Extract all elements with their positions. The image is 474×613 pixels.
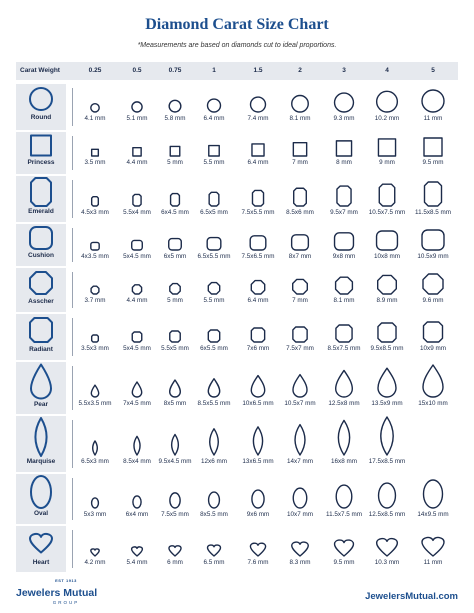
dimension-label: 10.5x9 mm [417, 253, 449, 260]
dimension-label: 4.4 mm [126, 159, 148, 166]
marquise-diamond-outline [278, 416, 322, 458]
pear-diamond-outline [192, 362, 236, 400]
princess-diamond-outline [278, 132, 322, 159]
logo-est: EST 1913 [55, 578, 77, 583]
emerald-diamond-outline [322, 176, 366, 209]
shape-row-pear [16, 362, 458, 414]
pear-diamond-outline [236, 362, 280, 400]
dimension-label: 8.5x6 mm [286, 209, 314, 216]
round-diamond-outline [73, 84, 117, 115]
heart-diamond-outline [278, 526, 322, 559]
marquise-diamond-outline [236, 416, 280, 458]
round-diamond-outline [278, 84, 322, 115]
marquise-diamond-outline [365, 416, 409, 458]
radiant-diamond-outline [365, 314, 409, 345]
princess-icon [16, 132, 66, 174]
shape-row-marquise [16, 416, 458, 472]
pear-diamond-outline [411, 362, 455, 400]
round-diamond-outline [236, 84, 280, 115]
size-cell [365, 526, 409, 572]
princess-diamond-outline [411, 132, 455, 159]
shape-name: Round [30, 114, 52, 121]
shape-label-cell [16, 176, 66, 222]
size-cell [411, 362, 455, 414]
radiant-icon [16, 314, 66, 360]
size-cell [411, 84, 455, 130]
princess-diamond-outline [73, 132, 117, 159]
size-cell [192, 314, 236, 360]
dimension-label: 7x6 mm [246, 345, 270, 352]
dimension-label: 6x5.5 mm [200, 345, 228, 352]
emerald-diamond-outline [192, 176, 236, 209]
page-title: Diamond Carat Size Chart [145, 16, 329, 33]
dimension-label: 6.4 mm [247, 159, 269, 166]
dimension-label: 9x8 mm [332, 253, 356, 260]
pear-diamond-outline [73, 362, 117, 400]
dimension-label: 13.5x9 mm [371, 400, 403, 407]
shape-label-cell [16, 416, 66, 472]
dimension-label: 12x6 mm [201, 458, 227, 465]
size-cell [278, 132, 322, 174]
radiant-diamond-outline [236, 314, 280, 345]
round-icon [16, 84, 66, 130]
heart-diamond-outline [322, 526, 366, 559]
dimension-label: 9.5x7 mm [330, 209, 358, 216]
size-cell [192, 416, 236, 472]
dimension-label: 8.5x4 mm [123, 458, 151, 465]
dimension-label: 6.5 mm [203, 559, 225, 566]
size-cell [278, 176, 322, 222]
shape-label-cell [16, 362, 66, 414]
dimension-label: 7.5x6.5 mm [241, 253, 275, 260]
dimension-label: 8x5.5 mm [200, 511, 228, 518]
dimension-label: 6.5x5.5 mm [197, 253, 231, 260]
dimension-label: 5.5x4 mm [123, 209, 151, 216]
dimension-label: 8x7 mm [288, 253, 312, 260]
page-subtitle: *Measurements are based on diamonds cut to ideal proportions. [137, 42, 337, 49]
dimension-label: 10x6.5 mm [242, 400, 274, 407]
dimension-label: 5.5x5 mm [161, 345, 189, 352]
size-cell [365, 224, 409, 266]
dimension-label: 8.9 mm [376, 297, 398, 304]
asscher-diamond-outline [236, 268, 280, 297]
oval-diamond-outline [322, 474, 366, 511]
dimension-label: 6.4 mm [247, 297, 269, 304]
dimension-label: 6x4.5 mm [161, 209, 189, 216]
size-cell [236, 132, 280, 174]
size-cell [365, 176, 409, 222]
size-cell [411, 176, 455, 222]
shape-label-cell [16, 84, 66, 130]
shape-name: Emerald [28, 208, 54, 215]
size-cell [278, 362, 322, 414]
size-cell [192, 84, 236, 130]
carat-col-3: 1 [212, 67, 216, 74]
size-cell [278, 84, 322, 130]
carat-weight-label: Carat Weight [20, 67, 60, 74]
dimension-label: 5.8 mm [164, 115, 186, 122]
size-cell [73, 314, 117, 360]
dimension-label: 10.3 mm [374, 559, 400, 566]
emerald-diamond-outline [73, 176, 117, 209]
radiant-diamond-outline [192, 314, 236, 345]
dimension-label: 4.2 mm [84, 559, 106, 566]
dimension-label: 3.5 mm [84, 159, 106, 166]
dimension-label: 9x6 mm [246, 511, 270, 518]
size-cell [365, 416, 409, 472]
radiant-diamond-outline [153, 314, 197, 345]
cushion-diamond-outline [411, 224, 455, 253]
dimension-label: 17.5x8.5 mm [368, 458, 406, 465]
cushion-diamond-outline [192, 224, 236, 253]
shape-row-round [16, 84, 458, 130]
dimension-label: 11 mm [423, 559, 443, 566]
heart-diamond-outline [365, 526, 409, 559]
emerald-diamond-outline [365, 176, 409, 209]
dimension-label: 10x7 mm [287, 511, 313, 518]
heart-diamond-outline [153, 526, 197, 559]
size-cell [322, 314, 366, 360]
dimension-label: 14x7 mm [287, 458, 313, 465]
size-cell [236, 84, 280, 130]
dimension-label: 3.5x3 mm [81, 345, 109, 352]
dimension-label: 6x4 mm [125, 511, 149, 518]
emerald-diamond-outline [278, 176, 322, 209]
shape-row-emerald [16, 176, 458, 222]
size-cell [322, 474, 366, 524]
pear-diamond-outline [278, 362, 322, 400]
dimension-label: 4.5x3 mm [81, 209, 109, 216]
size-cell [278, 526, 322, 572]
size-cell [365, 474, 409, 524]
asscher-diamond-outline [365, 268, 409, 297]
dimension-label: 9.5 mm [333, 559, 355, 566]
dimension-label: 9.5 mm [422, 159, 444, 166]
size-cell [365, 132, 409, 174]
shape-name: Heart [32, 559, 50, 566]
size-cell [192, 176, 236, 222]
size-cell [278, 268, 322, 312]
size-cell [153, 84, 197, 130]
emerald-diamond-outline [153, 176, 197, 209]
size-cell [73, 84, 117, 130]
logo-group: GROUP [52, 600, 80, 605]
size-cell [73, 268, 117, 312]
marquise-diamond-outline [73, 416, 117, 458]
shape-name: Marquise [26, 458, 56, 465]
shape-label-cell [16, 474, 66, 524]
carat-col-0: 0.25 [88, 67, 102, 74]
heart-diamond-outline [192, 526, 236, 559]
dimension-label: 5 mm [167, 159, 183, 166]
shape-row-asscher [16, 268, 458, 312]
shape-label-cell [16, 224, 66, 266]
dimension-label: 7.5x5.5 mm [241, 209, 275, 216]
dimension-label: 5.5 mm [203, 159, 225, 166]
dimension-label: 9.5x4.5 mm [158, 458, 192, 465]
shape-label-cell [16, 132, 66, 174]
dimension-label: 5x3 mm [83, 511, 107, 518]
oval-diamond-outline [153, 474, 197, 511]
radiant-diamond-outline [73, 314, 117, 345]
dimension-label: 11.5x7.5 mm [326, 511, 362, 518]
dimension-label: 9 mm [379, 159, 395, 166]
dimension-label: 5x4.5 mm [123, 345, 151, 352]
dimension-label: 12.5x8.5 mm [368, 511, 406, 518]
size-cell [322, 224, 366, 266]
radiant-diamond-outline [411, 314, 455, 345]
cushion-icon [16, 224, 66, 266]
dimension-label: 7.5x7 mm [286, 345, 314, 352]
asscher-diamond-outline [73, 268, 117, 297]
dimension-label: 4.4 mm [126, 297, 148, 304]
size-cell [411, 314, 455, 360]
round-diamond-outline [192, 84, 236, 115]
dimension-label: 7.4 mm [247, 115, 269, 122]
carat-col-7: 4 [385, 67, 389, 74]
shape-name: Radiant [29, 346, 53, 353]
round-diamond-outline [322, 84, 366, 115]
size-cell [153, 132, 197, 174]
size-cell [411, 526, 455, 572]
emerald-diamond-outline [236, 176, 280, 209]
dimension-label: 7.5x5 mm [161, 511, 189, 518]
shape-label-cell [16, 268, 66, 312]
size-cell [192, 224, 236, 266]
dimension-label: 10.5x7 mm [284, 400, 316, 407]
size-cell [322, 526, 366, 572]
size-cell [322, 132, 366, 174]
size-cell [322, 84, 366, 130]
dimension-label: 8x5 mm [163, 400, 187, 407]
carat-col-8: 5 [431, 67, 435, 74]
dimension-label: 11.5x8.5 mm [415, 209, 451, 216]
oval-diamond-outline [365, 474, 409, 511]
dimension-label: 6.5x3 mm [81, 458, 109, 465]
dimension-label: 9.3 mm [333, 115, 355, 122]
size-cell [365, 314, 409, 360]
footer-url: JewelersMutual.com [365, 591, 458, 602]
dimension-label: 9.6 mm [422, 297, 444, 304]
dimension-label: 5.4 mm [126, 559, 148, 566]
cushion-diamond-outline [236, 224, 280, 253]
shape-row-cushion [16, 224, 458, 266]
dimension-label: 7.6 mm [247, 559, 269, 566]
marquise-diamond-outline [192, 416, 236, 458]
shape-name: Oval [33, 510, 49, 517]
pear-diamond-outline [322, 362, 366, 400]
dimension-label: 6.5x5 mm [200, 209, 228, 216]
shape-row-princess [16, 132, 458, 174]
carat-header-row [16, 62, 458, 80]
size-cell [73, 132, 117, 174]
dimension-label: 9.5x8.5 mm [370, 345, 404, 352]
size-cell [365, 362, 409, 414]
shape-name: Cushion [28, 252, 54, 259]
cushion-diamond-outline [278, 224, 322, 253]
carat-col-1: 0.5 [132, 67, 142, 74]
size-cell [192, 362, 236, 414]
dimension-label: 6 mm [167, 559, 183, 566]
dimension-label: 8.3 mm [289, 559, 311, 566]
dimension-label: 6x5 mm [163, 253, 187, 260]
size-cell [411, 268, 455, 312]
dimension-label: 10x8 mm [374, 253, 400, 260]
oval-diamond-outline [236, 474, 280, 511]
oval-diamond-outline [411, 474, 455, 511]
size-cell [365, 84, 409, 130]
cushion-diamond-outline [365, 224, 409, 253]
heart-diamond-outline [73, 526, 117, 559]
dimension-label: 15x10 mm [418, 400, 448, 407]
size-cell [322, 416, 366, 472]
asscher-diamond-outline [278, 268, 322, 297]
dimension-label: 10.2 mm [374, 115, 400, 122]
shape-row-heart [16, 526, 458, 572]
cushion-diamond-outline [153, 224, 197, 253]
princess-diamond-outline [365, 132, 409, 159]
dimension-label: 7 mm [292, 159, 308, 166]
heart-diamond-outline [236, 526, 280, 559]
dimension-label: 11 mm [423, 115, 443, 122]
dimension-label: 8.5x5.5 mm [197, 400, 231, 407]
shape-name: Asscher [28, 298, 54, 305]
cushion-diamond-outline [73, 224, 117, 253]
shape-label-cell [16, 526, 66, 572]
asscher-diamond-outline [411, 268, 455, 297]
dimension-label: 7x4.5 mm [123, 400, 151, 407]
size-cell [411, 474, 455, 524]
round-diamond-outline [411, 84, 455, 115]
jewelers-mutual-logo [16, 578, 98, 605]
size-cell [322, 362, 366, 414]
dimension-label: 5x4.5 mm [123, 253, 151, 260]
dimension-label: 13x6.5 mm [242, 458, 274, 465]
princess-diamond-outline [322, 132, 366, 159]
dimension-label: 8.1 mm [289, 115, 311, 122]
radiant-diamond-outline [322, 314, 366, 345]
size-cell [278, 314, 322, 360]
dimension-label: 7 mm [292, 297, 308, 304]
size-cell [192, 132, 236, 174]
shape-label-cell [16, 314, 66, 360]
size-cell [153, 268, 197, 312]
dimension-label: 10x9 mm [420, 345, 446, 352]
dimension-label: 4.1 mm [84, 115, 106, 122]
dimension-label: 5.5x3.5 mm [78, 400, 112, 407]
shape-name: Pear [33, 401, 49, 408]
carat-col-6: 3 [342, 67, 346, 74]
size-cell [411, 224, 455, 266]
dimension-label: 5.5 mm [203, 297, 225, 304]
radiant-diamond-outline [278, 314, 322, 345]
dimension-label: 6.4 mm [203, 115, 225, 122]
size-cell [278, 474, 322, 524]
round-diamond-outline [365, 84, 409, 115]
marquise-diamond-outline [322, 416, 366, 458]
size-cell [322, 268, 366, 312]
heart-diamond-outline [411, 526, 455, 559]
size-cell [192, 526, 236, 572]
size-cell [365, 268, 409, 312]
dimension-label: 5 mm [167, 297, 183, 304]
asscher-diamond-outline [322, 268, 366, 297]
asscher-diamond-outline [192, 268, 236, 297]
dimension-label: 14x9.5 mm [417, 511, 449, 518]
shape-row-oval [16, 474, 458, 524]
round-diamond-outline [153, 84, 197, 115]
dimension-label: 8.5x7.5 mm [327, 345, 361, 352]
asscher-icon [16, 268, 66, 312]
dimension-label: 8.1 mm [333, 297, 355, 304]
dimension-label: 10.5x7.5 mm [368, 209, 406, 216]
asscher-diamond-outline [153, 268, 197, 297]
carat-col-4: 1.5 [253, 67, 263, 74]
princess-diamond-outline [192, 132, 236, 159]
oval-diamond-outline [73, 474, 117, 511]
size-cell [192, 268, 236, 312]
dimension-label: 5.1 mm [126, 115, 148, 122]
cushion-diamond-outline [322, 224, 366, 253]
size-cell [236, 268, 280, 312]
dimension-label: 8 mm [336, 159, 352, 166]
dimension-label: 12.5x8 mm [328, 400, 360, 407]
size-cell [153, 314, 197, 360]
carat-col-5: 2 [298, 67, 302, 74]
marquise-diamond-outline [153, 416, 197, 458]
shape-name: Princess [27, 159, 55, 166]
shape-row-radiant [16, 314, 458, 360]
carat-col-2: 0.75 [168, 67, 182, 74]
dimension-label: 4x3.5 mm [81, 253, 109, 260]
princess-diamond-outline [236, 132, 280, 159]
size-cell [278, 224, 322, 266]
oval-diamond-outline [278, 474, 322, 511]
pear-diamond-outline [365, 362, 409, 400]
emerald-icon [16, 176, 66, 222]
princess-diamond-outline [153, 132, 197, 159]
size-cell [192, 474, 236, 524]
oval-diamond-outline [192, 474, 236, 511]
dimension-label: 16x8 mm [331, 458, 357, 465]
logo-text: Jewelers Mutual [16, 587, 98, 599]
size-cell [322, 176, 366, 222]
size-cell [411, 132, 455, 174]
size-cell [236, 314, 280, 360]
emerald-diamond-outline [411, 176, 455, 209]
pear-diamond-outline [153, 362, 197, 400]
dimension-label: 3.7 mm [84, 297, 106, 304]
size-cell [278, 416, 322, 472]
